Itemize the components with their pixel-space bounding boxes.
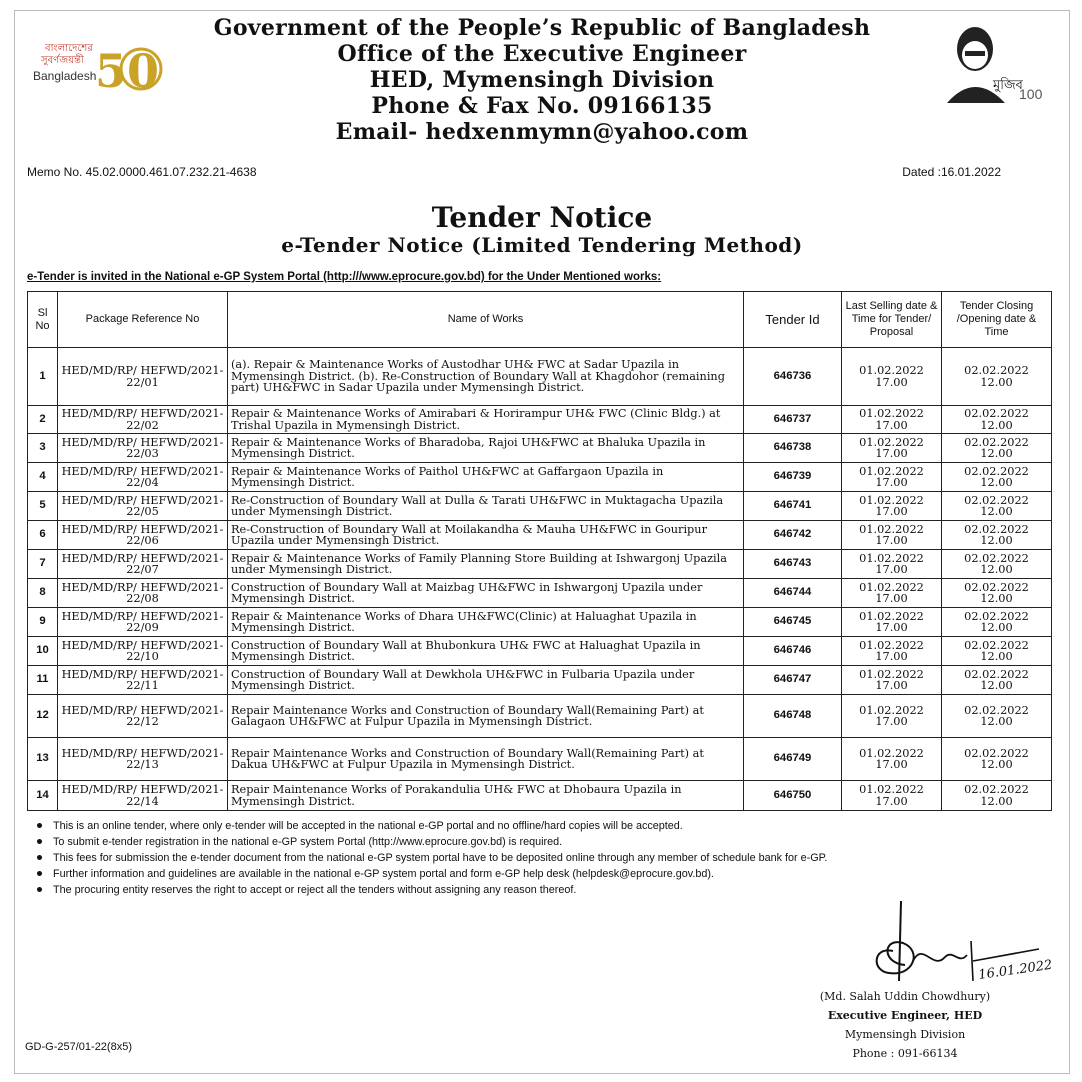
cell-name-of-works: Repair Maintenance Works of Porakandulia UH& FWC at Dhobaura Upazila in Mymensingh District.	[228, 781, 744, 811]
cell-tender-id: 646741	[744, 492, 842, 521]
cell-sl-no: 12	[28, 695, 58, 738]
cell-sl-no: 5	[28, 492, 58, 521]
cell-last-selling: 01.02.2022 17.00	[842, 348, 942, 406]
cell-tender-id: 646748	[744, 695, 842, 738]
cell-package-ref: HED/MD/RP/ HEFWD/2021-22/08	[58, 579, 228, 608]
cell-name-of-works: Repair Maintenance Works and Construction of Boundary Wall(Remaining Part) at Dakua UH&FWC at Fulpur Upazila in Mymensingh District.	[228, 738, 744, 781]
signature-icon	[853, 891, 1053, 991]
cell-closing: 02.02.2022 12.00	[942, 637, 1052, 666]
table-row	[28, 434, 1052, 463]
cell-name-of-works: Repair & Maintenance Works of Family Planning Store Building at Ishwargonj Upazila under Mymensingh District.	[228, 550, 744, 579]
tender-table	[27, 291, 1052, 811]
svg-text:সুবর্ণজয়ন্তী: সুবর্ণজয়ন্তী	[41, 55, 84, 66]
cell-package-ref: HED/MD/RP/ HEFWD/2021-22/12	[58, 695, 228, 738]
cell-name-of-works: (a). Repair & Maintenance Works of Austodhar UH& FWC at Sadar Upazila in Mymensingh District. (b). Re-Construction of Boundary Wall at Khagdohor (remaining part) UH&FWC in Sadar Upazila under Mymensingh District.	[228, 348, 744, 406]
cell-package-ref: HED/MD/RP/ HEFWD/2021-22/04	[58, 463, 228, 492]
cell-closing: 02.02.2022 12.00	[942, 695, 1052, 738]
bullet-icon	[37, 823, 42, 828]
memo-number: Memo No. 45.02.0000.461.07.232.21-4638	[27, 165, 257, 179]
cell-tender-id: 646744	[744, 579, 842, 608]
cell-package-ref: HED/MD/RP/ HEFWD/2021-22/11	[58, 666, 228, 695]
cell-package-ref: HED/MD/RP/ HEFWD/2021-22/06	[58, 521, 228, 550]
cell-package-ref: HED/MD/RP/ HEFWD/2021-22/01	[58, 348, 228, 406]
cell-tender-id: 646737	[744, 406, 842, 434]
cell-name-of-works: Construction of Boundary Wall at Maizbag UH&FWC in Ishwargonj Upazila under Mymensingh District.	[228, 579, 744, 608]
footer-code: GD-G-257/01-22(8x5)	[25, 1041, 132, 1053]
cell-last-selling: 01.02.2022 17.00	[842, 550, 942, 579]
signatory-division: Mymensingh Division	[844, 1028, 966, 1041]
cell-closing: 02.02.2022 12.00	[942, 406, 1052, 434]
signatory-name: (Md. Salah Uddin Chowdhury)	[819, 990, 991, 1003]
cell-package-ref: HED/MD/RP/ HEFWD/2021-22/02	[58, 406, 228, 434]
signatory-block	[775, 987, 1035, 1063]
cell-last-selling: 01.02.2022 17.00	[842, 738, 942, 781]
letterhead	[15, 15, 1069, 145]
cell-package-ref: HED/MD/RP/ HEFWD/2021-22/13	[58, 738, 228, 781]
cell-package-ref: HED/MD/RP/ HEFWD/2021-22/09	[58, 608, 228, 637]
cell-last-selling: 01.02.2022 17.00	[842, 666, 942, 695]
cell-last-selling: 01.02.2022 17.00	[842, 637, 942, 666]
cell-closing: 02.02.2022 12.00	[942, 738, 1052, 781]
cell-last-selling: 01.02.2022 17.00	[842, 434, 942, 463]
cell-closing: 02.02.2022 12.00	[942, 348, 1052, 406]
cell-name-of-works: Construction of Boundary Wall at Dewkhola UH&FWC in Fulbaria Upazila under Mymensingh District.	[228, 666, 744, 695]
cell-closing: 02.02.2022 12.00	[942, 666, 1052, 695]
phone-line: Phone & Fax No. 09166135	[371, 93, 713, 119]
cell-sl-no: 13	[28, 738, 58, 781]
cell-closing: 02.02.2022 12.00	[942, 550, 1052, 579]
cell-sl-no: 14	[28, 781, 58, 811]
table-row	[28, 608, 1052, 637]
col-package-ref: Package Reference No	[58, 292, 228, 348]
cell-name-of-works: Repair Maintenance Works and Construction of Boundary Wall(Remaining Part) at Galagaon UH&FWC at Fulpur Upazila in Mymensingh District.	[228, 695, 744, 738]
list-item: This fees for submission the e-tender document from the national e-GP system portal have to be deposited online through any member of schedule bank for e-GP.	[35, 851, 1055, 865]
cell-sl-no: 3	[28, 434, 58, 463]
cell-sl-no: 10	[28, 637, 58, 666]
table-header-row	[28, 292, 1052, 348]
col-sl-no: Sl No	[28, 292, 58, 348]
cell-name-of-works: Construction of Boundary Wall at Bhubonkura UH& FWC at Haluaghat Upazila in Mymensingh District.	[228, 637, 744, 666]
invitation-text: e-Tender is invited in the National e-GP System Portal (http:///www.eprocure.gov.bd) for the Under Mentioned works:	[27, 271, 662, 283]
logo-left-text: Bangladesh	[33, 69, 97, 83]
table-row	[28, 695, 1052, 738]
cell-closing: 02.02.2022 12.00	[942, 608, 1052, 637]
col-last-selling: Last Selling date & Time for Tender/ Proposal	[842, 292, 942, 348]
table-row	[28, 463, 1052, 492]
table-row	[28, 348, 1052, 406]
office-line: Office of the Executive Engineer	[337, 41, 747, 67]
page-subtitle: e-Tender Notice (Limited Tendering Method)	[281, 233, 803, 257]
table-row	[28, 666, 1052, 695]
cell-sl-no: 9	[28, 608, 58, 637]
cell-tender-id: 646738	[744, 434, 842, 463]
bullet-icon	[37, 839, 42, 844]
cell-package-ref: HED/MD/RP/ HEFWD/2021-22/03	[58, 434, 228, 463]
cell-last-selling: 01.02.2022 17.00	[842, 492, 942, 521]
tender-notice-page	[14, 10, 1070, 1074]
signatory-phone: Phone : 091-66134	[852, 1047, 958, 1060]
cell-closing: 02.02.2022 12.00	[942, 521, 1052, 550]
cell-name-of-works: Repair & Maintenance Works of Amirabari & Horirampur UH& FWC (Clinic Bldg.) at Trishal Upazila in Mymensingh District.	[228, 406, 744, 434]
cell-tender-id: 646736	[744, 348, 842, 406]
list-item: The procuring entity reserves the right to accept or reject all the tenders without assigning any reason thereof.	[35, 883, 1055, 897]
col-name-of-works: Name of Works	[228, 292, 744, 348]
logo-left-number: 50	[95, 44, 160, 98]
bullet-icon	[37, 887, 42, 892]
cell-tender-id: 646747	[744, 666, 842, 695]
col-closing: Tender Closing /Opening date & Time	[942, 292, 1052, 348]
cell-package-ref: HED/MD/RP/ HEFWD/2021-22/10	[58, 637, 228, 666]
table-row	[28, 521, 1052, 550]
col-tender-id: Tender Id	[744, 292, 842, 348]
cell-closing: 02.02.2022 12.00	[942, 579, 1052, 608]
cell-name-of-works: Re-Construction of Boundary Wall at Moilakandha & Mauha UH&FWC in Gouripur Upazila under Mymensingh District.	[228, 521, 744, 550]
cell-package-ref: HED/MD/RP/ HEFWD/2021-22/14	[58, 781, 228, 811]
cell-name-of-works: Repair & Maintenance Works of Dhara UH&FWC(Clinic) at Haluaghat Upazila in Mymensingh District.	[228, 608, 744, 637]
email-line: Email- hedxenmymn@yahoo.com	[335, 119, 749, 145]
date-line: Dated :16.01.2022	[902, 165, 1001, 179]
cell-last-selling: 01.02.2022 17.00	[842, 781, 942, 811]
cell-tender-id: 646749	[744, 738, 842, 781]
cell-tender-id: 646739	[744, 463, 842, 492]
logo-right-number: 100	[1019, 86, 1043, 102]
signature-date: 16.01.2022	[977, 957, 1053, 983]
cell-closing: 02.02.2022 12.00	[942, 434, 1052, 463]
svg-text:মুজিব: মুজিব	[993, 78, 1023, 93]
cell-name-of-works: Re-Construction of Boundary Wall at Dulla & Tarati UH&FWC in Muktagacha Upazila under Mymensingh District.	[228, 492, 744, 521]
cell-tender-id: 646743	[744, 550, 842, 579]
signatory-designation: Executive Engineer, HED	[827, 1009, 983, 1022]
division-line: HED, Mymensingh Division	[369, 67, 715, 93]
cell-closing: 02.02.2022 12.00	[942, 492, 1052, 521]
cell-package-ref: HED/MD/RP/ HEFWD/2021-22/05	[58, 492, 228, 521]
cell-last-selling: 01.02.2022 17.00	[842, 463, 942, 492]
cell-tender-id: 646746	[744, 637, 842, 666]
government-line: Government of the People’s Republic of Bangladesh	[213, 15, 871, 41]
cell-sl-no: 2	[28, 406, 58, 434]
cell-tender-id: 646750	[744, 781, 842, 811]
cell-sl-no: 8	[28, 579, 58, 608]
table-row	[28, 550, 1052, 579]
list-item: Further information and guidelines are available in the national e-GP system portal and form e-GP help desk (helpdesk@eprocure.gov.bd).	[35, 867, 1055, 881]
cell-last-selling: 01.02.2022 17.00	[842, 406, 942, 434]
notes-list	[35, 819, 1055, 899]
cell-last-selling: 01.02.2022 17.00	[842, 695, 942, 738]
table-row	[28, 406, 1052, 434]
table-row	[28, 781, 1052, 811]
cell-sl-no: 7	[28, 550, 58, 579]
cell-last-selling: 01.02.2022 17.00	[842, 521, 942, 550]
list-item: To submit e-tender registration in the national e-GP system Portal (http://www.eprocure.gov.bd) is required.	[35, 835, 1055, 849]
cell-sl-no: 1	[28, 348, 58, 406]
cell-tender-id: 646742	[744, 521, 842, 550]
cell-package-ref: HED/MD/RP/ HEFWD/2021-22/07	[58, 550, 228, 579]
table-row	[28, 579, 1052, 608]
bullet-icon	[37, 855, 42, 860]
cell-name-of-works: Repair & Maintenance Works of Paithol UH&FWC at Gaffargaon Upazila in Mymensingh District.	[228, 463, 744, 492]
cell-closing: 02.02.2022 12.00	[942, 463, 1052, 492]
cell-last-selling: 01.02.2022 17.00	[842, 608, 942, 637]
cell-tender-id: 646745	[744, 608, 842, 637]
bullet-icon	[37, 871, 42, 876]
table-row	[28, 492, 1052, 521]
list-item: This is an online tender, where only e-tender will be accepted in the national e-GP portal and no offline/hard copies will be accepted.	[35, 819, 1055, 833]
cell-sl-no: 4	[28, 463, 58, 492]
page-title: Tender Notice	[431, 201, 653, 234]
cell-sl-no: 11	[28, 666, 58, 695]
cell-last-selling: 01.02.2022 17.00	[842, 579, 942, 608]
cell-closing: 02.02.2022 12.00	[942, 781, 1052, 811]
svg-text:বাংলাদেশের: বাংলাদেশের	[45, 43, 93, 54]
table-row	[28, 637, 1052, 666]
table-row	[28, 738, 1052, 781]
cell-name-of-works: Repair & Maintenance Works of Bharadoba, Rajoi UH&FWC at Bhaluka Upazila in Mymensingh District.	[228, 434, 744, 463]
cell-sl-no: 6	[28, 521, 58, 550]
